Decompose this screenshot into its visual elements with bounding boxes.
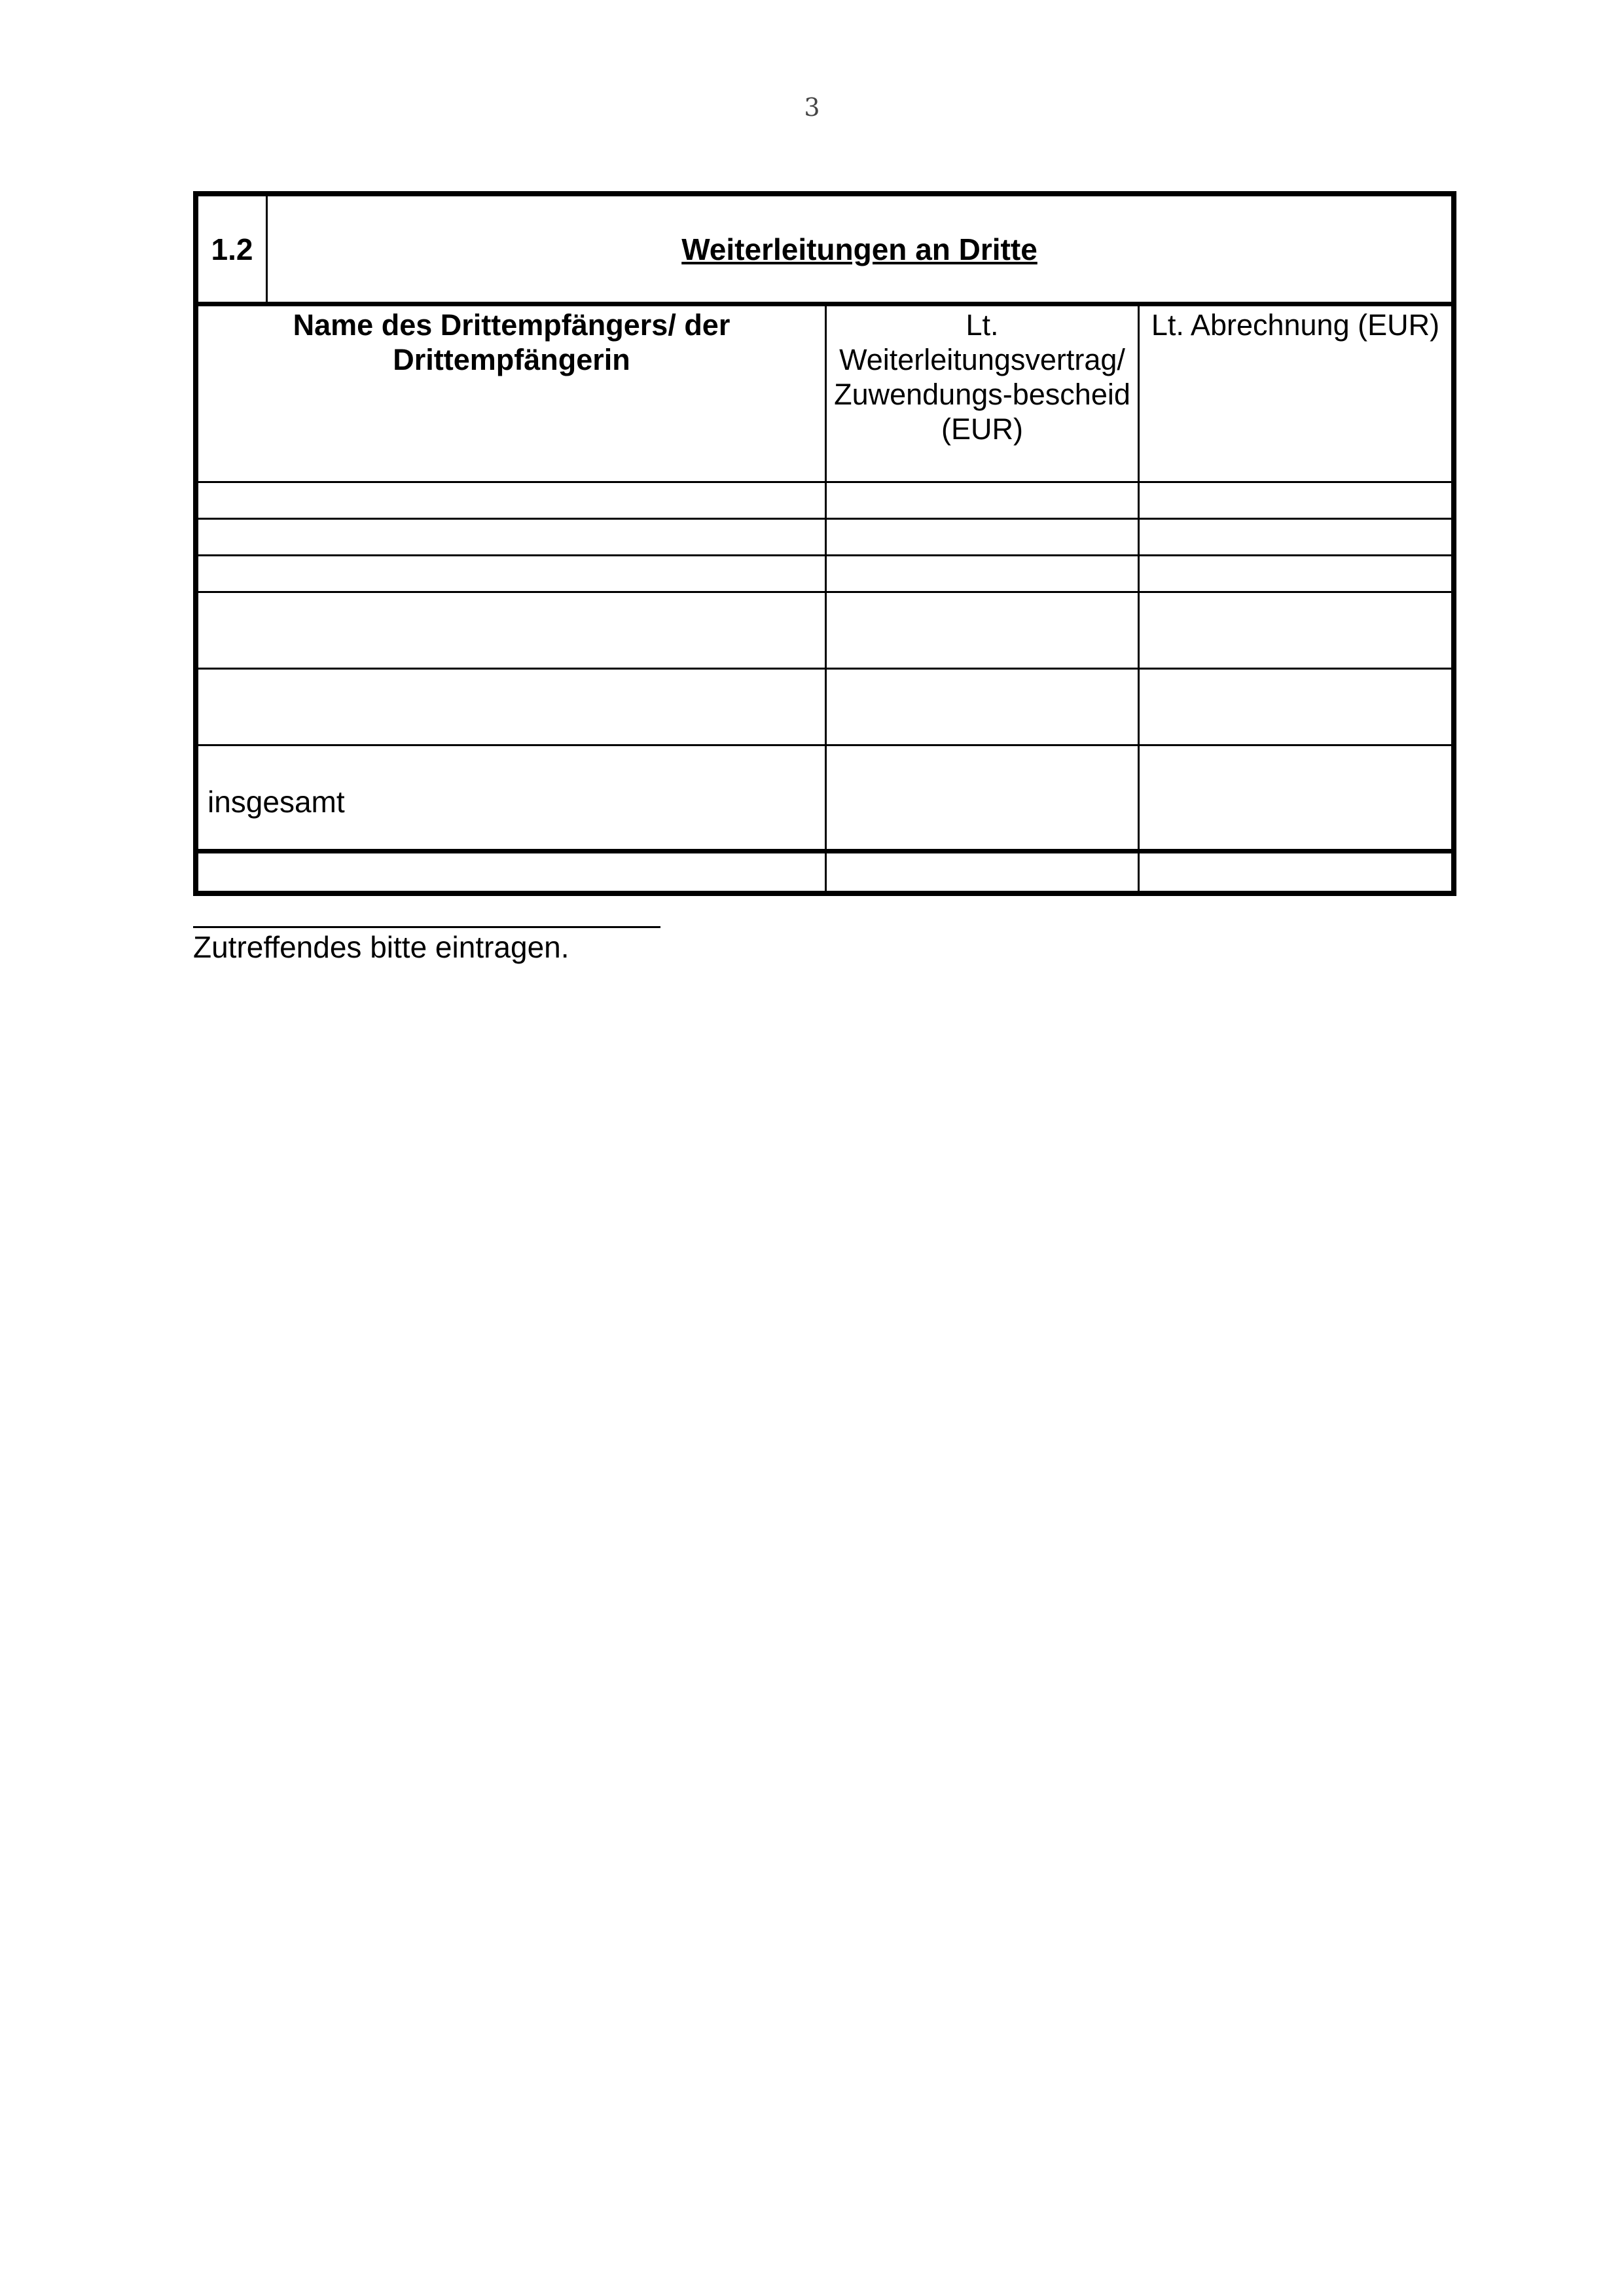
table-row: [198, 593, 1451, 670]
page-number: 3: [804, 93, 820, 122]
contract-amount-field[interactable]: [827, 593, 1140, 668]
section-number: 1.2: [198, 196, 268, 302]
settlement-amount-field[interactable]: [1140, 483, 1451, 518]
extra-name-field[interactable]: [198, 853, 827, 891]
contract-amount-field[interactable]: [827, 556, 1140, 591]
footnote: Zutreffendes bitte eintragen.: [193, 930, 569, 964]
table-row: [198, 483, 1451, 520]
settlement-amount-field[interactable]: [1140, 520, 1451, 554]
recipient-name-field[interactable]: [198, 670, 827, 744]
forwarding-table-box: [193, 191, 1456, 896]
forwarding-table: [198, 306, 1451, 891]
settlement-amount-field[interactable]: [1140, 556, 1451, 591]
table-row: [198, 556, 1451, 593]
header-recipient-name: Name des Drittempfängers/ der Drittempfängerin: [198, 306, 827, 481]
contract-amount-field[interactable]: [827, 483, 1140, 518]
section-title: Weiterleitungen an Dritte: [681, 232, 1038, 266]
recipient-name-field[interactable]: [198, 556, 827, 591]
settlement-amount-field[interactable]: [1140, 593, 1451, 668]
contract-amount-field[interactable]: [827, 520, 1140, 554]
contract-amount-field[interactable]: [827, 670, 1140, 744]
recipient-name-field[interactable]: [198, 593, 827, 668]
recipient-name-field[interactable]: [198, 483, 827, 518]
settlement-amount-field[interactable]: [1140, 670, 1451, 744]
table-row: [198, 520, 1451, 556]
header-contract-amount: Lt. Weiterleitungsvertrag/ Zuwendungs-bescheid (EUR): [827, 306, 1140, 481]
recipient-name-field[interactable]: [198, 520, 827, 554]
header-settlement-amount: Lt. Abrechnung (EUR): [1151, 308, 1440, 342]
table-row: [198, 670, 1451, 746]
total-row: [198, 746, 1451, 853]
total-label: insgesamt: [198, 746, 827, 849]
total-contract-amount-field[interactable]: [827, 746, 1140, 849]
section-header: [198, 196, 1451, 306]
extra-row: [198, 853, 1451, 891]
table-header-row: [198, 306, 1451, 483]
total-settlement-amount-field[interactable]: [1140, 746, 1451, 849]
extra-settlement-amount-field[interactable]: [1140, 853, 1451, 891]
footnote-divider: [193, 926, 660, 928]
extra-contract-amount-field[interactable]: [827, 853, 1140, 891]
